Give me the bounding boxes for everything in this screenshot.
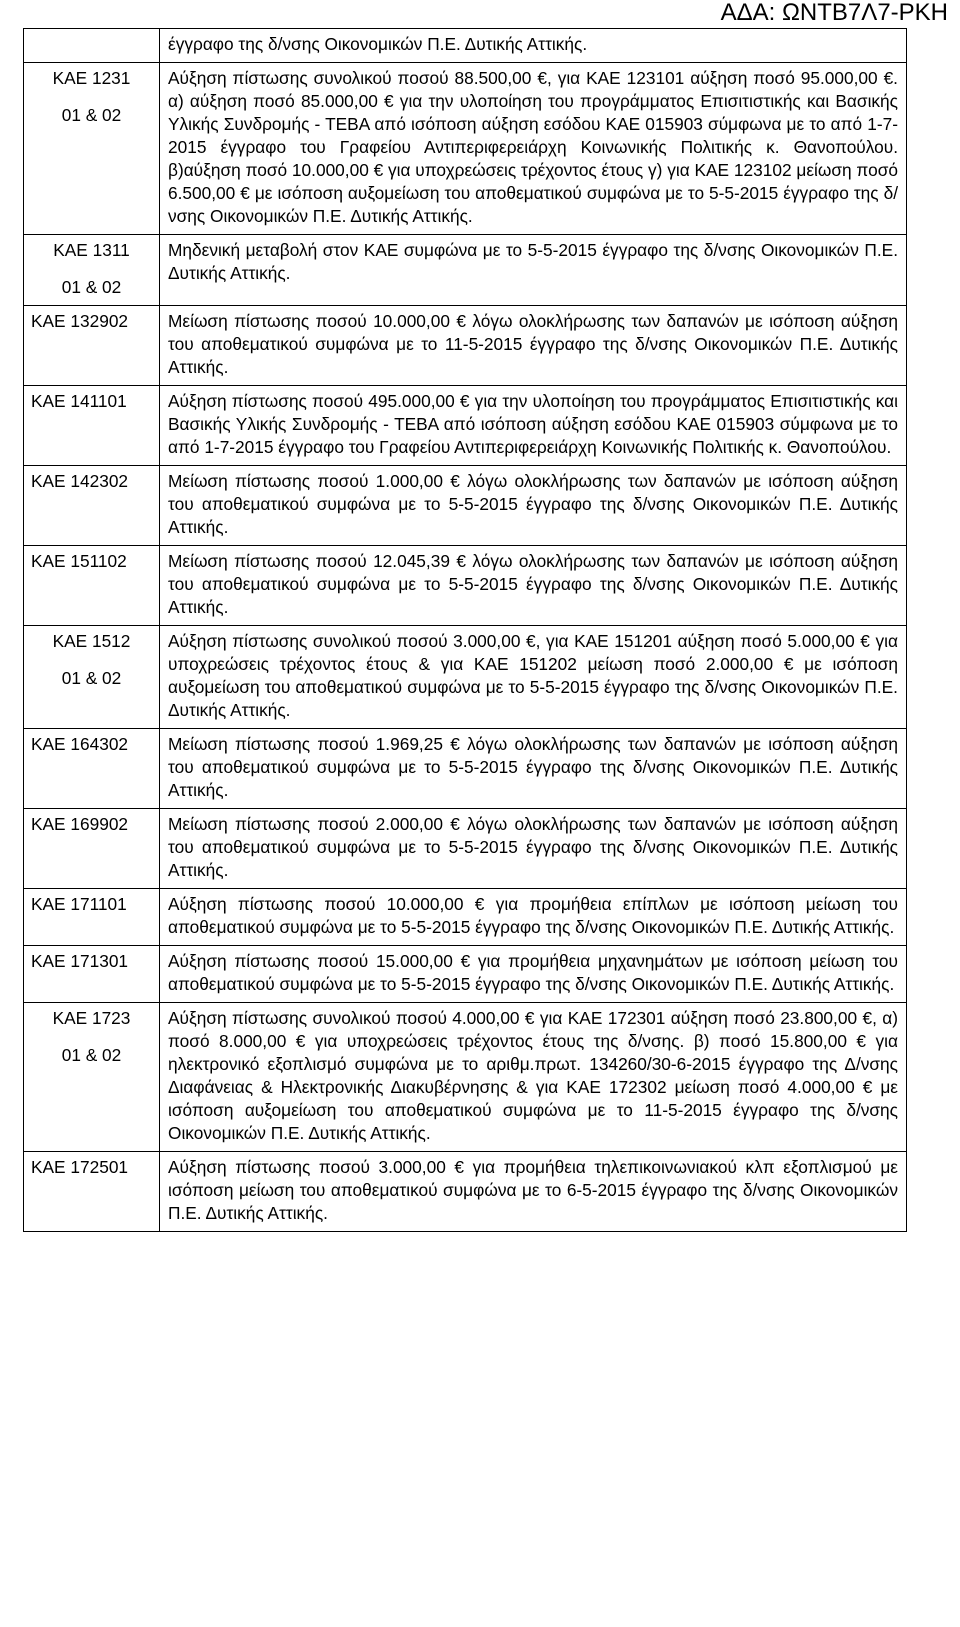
table-row (24, 386, 907, 466)
kae-code: ΚΑΕ 1512 (52, 631, 131, 651)
description-cell: Αύξηση πίστωσης ποσού 495.000,00 € για την υλοποίηση του προγράμματος Επισιτιστικής και Βασικής Υλικής Συνδρομής - ΤΕΒΑ από ισόποση αύξηση εσόδου ΚΑΕ 015903 σύμφωνα με το από 1-7-2015 έγγραφο του Γραφείου Αντιπεριφερειάρχη Κοινωνικής Πολιτικής κ. Θανοπούλου. (160, 386, 907, 466)
kae-code: ΚΑΕ 172501 (31, 1157, 129, 1177)
kae-code-cell (24, 386, 160, 466)
table-row (24, 809, 907, 889)
description-cell: Αύξηση πίστωσης ποσού 3.000,00 € για προμήθεια τηλεπικοινωνιακού κλπ εξοπλισμού με ισόποση μείωση του αποθεματικού συμφώνα με το 6-5-2015 έγγραφο της δ/νσης Οικονομικών Π.Ε. Δυτικής Αττικής. (160, 1152, 907, 1232)
kae-code-cell (24, 729, 160, 809)
kae-subcode: 01 & 02 (61, 668, 122, 688)
table-row (24, 1152, 907, 1232)
description-cell: Αύξηση πίστωσης συνολικού ποσού 4.000,00 € για ΚΑΕ 172301 αύξηση ποσό 23.800,00 €, α) ποσό 8.000,00 € για υποχρεώσεις τρέχοντος έτους της δ/νσης. β) ποσό 15.800,00 € για ηλεκτρονικό εξοπλισμό συμφώνα με το αριθμ.πρωτ. 134260/30-6-2015 έγγραφο της Δ/νσης Διαφάνειας & Ηλεκτρονικής Διακυβέρνησης & για ΚΑΕ 172302 μείωση ποσό 4.000,00 € με ισόποση αυξομείωση του αποθεματικού συμφώνα με το 11-5-2015 έγγραφο της δ/νσης Οικονομικών Π.Ε. Δυτικής Αττικής. (160, 1003, 907, 1152)
description-cell: Αύξηση πίστωσης συνολικού ποσού 3.000,00 €, για ΚΑΕ 151201 αύξηση ποσό 5.000,00 € για υποχρεώσεις τρέχοντος έτους & για ΚΑΕ 151202 μείωση ποσό 2.000,00 € με ισόποση αυξομείωση του αποθεματικού συμφώνα με το 5-5-2015 έγγραφο της δ/νσης Οικονομικών Π.Ε. Δυτικής Αττικής. (160, 626, 907, 729)
table-row (24, 1003, 907, 1152)
budget-table (23, 28, 907, 1232)
description-cell: Αύξηση πίστωσης συνολικού ποσού 88.500,00 €, για ΚΑΕ 123101 αύξηση ποσό 95.000,00 €. α) αύξηση ποσό 85.000,00 € για την υλοποίηση του προγράμματος Επισιτιστικής και Βασικής Υλικής Συνδρομής - ΤΕΒΑ από ισόποση αύξηση εσόδου ΚΑΕ 015903 σύμφωνα με το από 1-7-2015 έγγραφο του Γραφείου Αντιπεριφερειάρχη Κοινωνικής Πολιτικής κ. Θανοπούλου. β)αύξηση ποσό 10.000,00 € για υποχρεώσεις τρέχοντος έτους γ) για ΚΑΕ 123102 μείωση ποσό 6.500,00 € με ισόποση αυξομείωση του αποθεματικού συμφώνα με το 5-5-2015 έγγραφο της δ/νσης Οικονομικών Π.Ε. Δυτικής Αττικής. (160, 63, 907, 235)
description-cell: Αύξηση πίστωσης ποσού 15.000,00 € για προμήθεια μηχανημάτων με ισόποση μείωση του αποθεματικού συμφώνα με το 5-5-2015 έγγραφο της δ/νσης Οικονομικών Π.Ε. Δυτικής Αττικής. (160, 946, 907, 1003)
table-row (24, 306, 907, 386)
kae-code-cell (24, 63, 160, 235)
kae-code: ΚΑΕ 141101 (31, 391, 127, 411)
kae-code: ΚΑΕ 142302 (31, 471, 129, 491)
kae-code: ΚΑΕ 151102 (31, 551, 127, 571)
table-row (24, 29, 907, 63)
description-cell: έγγραφο της δ/νσης Οικονομικών Π.Ε. Δυτικής Αττικής. (160, 29, 907, 63)
table-body (24, 29, 907, 1232)
kae-code: ΚΑΕ 169902 (31, 814, 129, 834)
kae-code-cell (24, 946, 160, 1003)
kae-code: ΚΑΕ 1311 (53, 240, 130, 260)
kae-code: ΚΑΕ 1723 (52, 1008, 131, 1028)
kae-code-cell (24, 29, 160, 63)
kae-code-cell (24, 1152, 160, 1232)
kae-code-cell (24, 1003, 160, 1152)
ada-code: ΑΔΑ: ΩΝΤΒ7Λ7-ΡΚΗ (720, 0, 948, 26)
table-row (24, 946, 907, 1003)
kae-code: ΚΑΕ 1231 (52, 68, 131, 88)
table-row (24, 729, 907, 809)
table-row (24, 63, 907, 235)
kae-code-cell (24, 626, 160, 729)
kae-code-cell (24, 546, 160, 626)
description-cell: Μείωση πίστωσης ποσού 12.045,39 € λόγω ολοκλήρωσης των δαπανών με ισόποση αύξηση του αποθεματικού συμφώνα με το 5-5-2015 έγγραφο της δ/νσης Οικονομικών Π.Ε. Δυτικής Αττικής. (160, 546, 907, 626)
kae-subcode: 01 & 02 (61, 277, 122, 297)
kae-code: ΚΑΕ 171301 (31, 951, 129, 971)
kae-code: ΚΑΕ 132902 (31, 311, 129, 331)
table-row (24, 235, 907, 306)
description-cell: Αύξηση πίστωσης ποσού 10.000,00 € για προμήθεια επίπλων με ισόποση μείωση του αποθεματικού συμφώνα με το 5-5-2015 έγγραφο της δ/νσης Οικονομικών Π.Ε. Δυτικής Αττικής. (160, 889, 907, 946)
kae-code-cell (24, 809, 160, 889)
description-cell: Μηδενική μεταβολή στον ΚΑΕ συμφώνα με το 5-5-2015 έγγραφο της δ/νσης Οικονομικών Π.Ε. Δυτικής Αττικής. (160, 235, 907, 306)
kae-subcode: 01 & 02 (61, 1045, 122, 1065)
description-cell: Μείωση πίστωσης ποσού 1.969,25 € λόγω ολοκλήρωσης των δαπανών με ισόποση αύξηση του αποθεματικού συμφώνα με το 5-5-2015 έγγραφο της δ/νσης Οικονομικών Π.Ε. Δυτικής Αττικής. (160, 729, 907, 809)
kae-code-cell (24, 235, 160, 306)
kae-code-cell (24, 466, 160, 546)
kae-code-cell (24, 306, 160, 386)
table-row (24, 626, 907, 729)
table-row (24, 546, 907, 626)
description-cell: Μείωση πίστωσης ποσού 1.000,00 € λόγω ολοκλήρωσης των δαπανών με ισόποση αύξηση του αποθεματικού συμφώνα με το 5-5-2015 έγγραφο της δ/νσης Οικονομικών Π.Ε. Δυτικής Αττικής. (160, 466, 907, 546)
kae-subcode: 01 & 02 (61, 105, 122, 125)
kae-code: ΚΑΕ 164302 (31, 734, 129, 754)
description-cell: Μείωση πίστωσης ποσού 10.000,00 € λόγω ολοκλήρωσης των δαπανών με ισόποση αύξηση του αποθεματικού συμφώνα με το 11-5-2015 έγγραφο της δ/νσης Οικονομικών Π.Ε. Δυτικής Αττικής. (160, 306, 907, 386)
kae-code: ΚΑΕ 171101 (31, 894, 127, 914)
kae-code-cell (24, 889, 160, 946)
table-row (24, 466, 907, 546)
description-cell: Μείωση πίστωσης ποσού 2.000,00 € λόγω ολοκλήρωσης των δαπανών με ισόποση αύξηση του αποθεματικού συμφώνα με το 5-5-2015 έγγραφο της δ/νσης Οικονομικών Π.Ε. Δυτικής Αττικής. (160, 809, 907, 889)
table-row (24, 889, 907, 946)
